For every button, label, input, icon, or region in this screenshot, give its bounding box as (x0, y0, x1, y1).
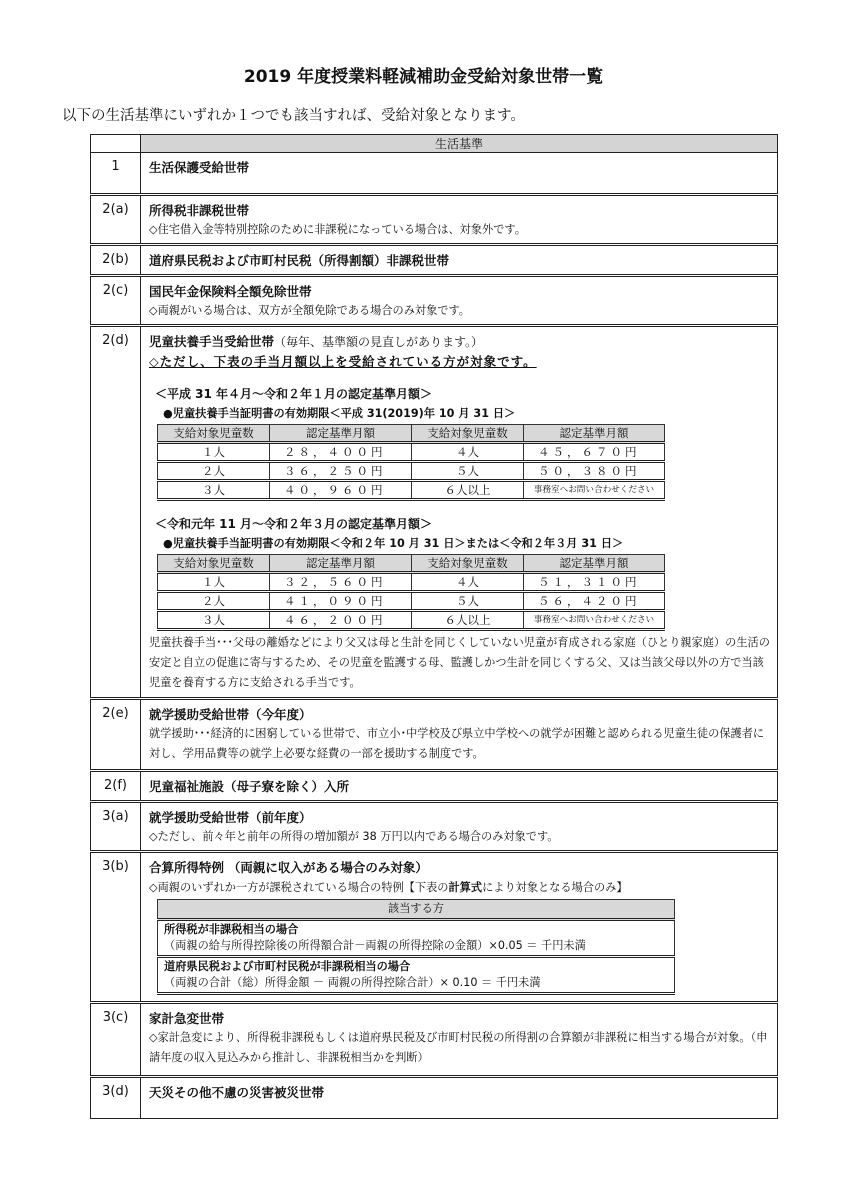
row-heading: 生活保護受給世帯 (149, 160, 250, 175)
row-number: 3(b) (91, 852, 141, 1003)
child-count: ３人 (158, 611, 270, 630)
child-count: ５人 (412, 462, 524, 481)
child-count: ６人以上 (412, 611, 524, 630)
row-number: 2(a) (91, 195, 141, 245)
monthly-amount: ３２，５６０円 (270, 573, 412, 592)
child-count: ２人 (158, 592, 270, 611)
column-header: 認定基準月額 (524, 555, 665, 573)
child-count: ５人 (412, 592, 524, 611)
definition-text: 児童扶養手当･･･父母の離婚などにより父又は母と生計を同じくしていない児童が育成される家庭（ひとり親家庭）の生活の安定と自立の促進に寄与するため、その児童を監護する母、監護しかつ生計を同じくする父、又は当該父母以外の方で当該児童を養育する方に支給される手当です。 (149, 636, 770, 689)
calc-header: 該当する方 (158, 900, 675, 920)
monthly-amount: ４０，９６０円 (270, 481, 412, 500)
calc-formula: （両親の給与所得控除後の所得額合計－両親の所得控除の金額）×0.05 ＝ 千円未満 (164, 939, 586, 952)
contact-office-note: 事務室へお問い合わせください (524, 611, 665, 630)
row-heading: 合算所得特例 (149, 860, 225, 875)
table-row (91, 276, 778, 326)
row-note: ◇ただし、前々年と前年の所得の増加額が 38 万円以内である場合のみ対象です。 (149, 830, 559, 843)
row-number: 3(c) (91, 1003, 141, 1077)
row-number: 2(d) (91, 326, 141, 699)
calc-formula: （両親の合計（総）所得金額 － 両親の所得控除合計）× 0.10 ＝ 千円未満 (164, 976, 541, 989)
monthly-amount: ３６，２５０円 (270, 462, 412, 481)
row-number: 2(b) (91, 245, 141, 276)
amount-table (157, 424, 665, 501)
table-row (91, 195, 778, 245)
intro-text: 以下の生活基準にいずれか１つでも該当すれば、受給対象となります。 (62, 108, 525, 124)
row-number: 2(f) (91, 771, 141, 802)
validity-note: ●児童扶養手当証明書の有効期限＜平成 31(2019)年 10 月 31 日＞ (163, 407, 516, 420)
row-heading: 天災その他不慮の災害被災世帯 (149, 1085, 325, 1100)
monthly-amount: ４６，２００円 (270, 611, 412, 630)
page-title: 2019 年度授業料軽減補助金受給対象世帯一覧 (243, 67, 604, 87)
child-count: ４人 (412, 573, 524, 592)
table-row (91, 153, 778, 195)
period-heading: ＜令和元年 11 月～令和２年３月の認定基準月額＞ (155, 517, 433, 531)
row-number: 2(e) (91, 699, 141, 771)
row-heading: 就学援助受給世帯（今年度） (149, 707, 312, 722)
column-header: 支給対象児童数 (412, 555, 524, 573)
monthly-amount: ５１，３１０円 (524, 573, 665, 592)
row-heading: 児童扶養手当受給世帯 (149, 334, 275, 349)
validity-note: ●児童扶養手当証明書の有効期限＜令和２年 10 月 31 日＞または＜令和２年３月 31 日＞ (163, 537, 624, 550)
row-note: 就学援助･･･経済的に困窮している世帯で、市立小･中学校及び県立中学校への就学が困難と認められる児童生徒の保護者に対し、学用品費等の就学上必要な経費の一部を援助する制度です。 (149, 727, 765, 760)
child-count: １人 (158, 443, 270, 462)
row-number: 2(c) (91, 276, 141, 326)
column-header: 支給対象児童数 (158, 555, 270, 573)
row-note: ◇両親のいずれか一方が課税されている場合の特例【下表の計算式により対象となる場合のみ】 (149, 881, 628, 894)
row-note: ◇両親がいる場合は、双方が全額免除である場合のみ対象です。 (149, 304, 470, 317)
amount-table (157, 554, 665, 631)
column-header: 認定基準月額 (270, 555, 412, 573)
table-row (91, 852, 778, 1003)
table-row (91, 771, 778, 802)
monthly-amount: ５０，３８０円 (524, 462, 665, 481)
monthly-amount: ４１，０９０円 (270, 592, 412, 611)
child-count: １人 (158, 573, 270, 592)
calculation-table (157, 899, 675, 995)
table-row (91, 326, 778, 699)
child-count: ３人 (158, 481, 270, 500)
child-count: ４人 (412, 443, 524, 462)
header-blank-cell (91, 135, 141, 153)
period-heading: ＜平成 31 年４月～令和２年１月の認定基準月額＞ (155, 387, 433, 401)
calc-title: 所得税が非課税相当の場合 (164, 923, 299, 936)
monthly-amount: ５６，４２０円 (524, 592, 665, 611)
monthly-amount: ２８，４００円 (270, 443, 412, 462)
row-heading: 児童福祉施設（母子寮を除く）入所 (149, 779, 350, 794)
row-heading-suffix: （両親に収入がある場合のみ対象） (227, 860, 428, 875)
row-heading: 就学援助受給世帯（前年度） (149, 810, 312, 825)
column-header: 認定基準月額 (524, 425, 665, 443)
table-row (91, 245, 778, 276)
table-header-row (91, 135, 778, 153)
row-number: 3(a) (91, 802, 141, 852)
table-header: 生活基準 (141, 135, 778, 153)
monthly-amount: ４５，６７０円 (524, 443, 665, 462)
row-heading: 所得税非課税世帯 (149, 203, 250, 218)
column-header: 支給対象児童数 (412, 425, 524, 443)
row-heading: 国民年金保険料全額免除世帯 (149, 284, 312, 299)
row-note: ◇家計急変により、所得税非課税もしくは道府県民税及び市町村民税の所得割の合算額が非課税に相当する場合が対象。（申請年度の収入見込みから推計し、非課税相当かを判断） (149, 1031, 768, 1064)
column-header: 支給対象児童数 (158, 425, 270, 443)
row-heading: 家計急変世帯 (149, 1011, 225, 1026)
row-heading: 道府県民税および市町村民税（所得割額）非課税世帯 (149, 253, 450, 268)
calc-title: 道府県民税および市町村民税が非課税相当の場合 (164, 960, 411, 973)
column-header: 認定基準月額 (270, 425, 412, 443)
row-number: 1 (91, 153, 141, 195)
table-row (91, 802, 778, 852)
table-row (91, 1003, 778, 1077)
row-number: 3(d) (91, 1077, 141, 1119)
table-row (91, 699, 778, 771)
contact-office-note: 事務室へお問い合わせください (524, 481, 665, 500)
row-note: ◇住宅借入金等特別控除のために非課税になっている場合は、対象外です。 (149, 223, 526, 236)
criteria-table (90, 134, 778, 1119)
row-heading-suffix: （毎年、基準額の見直しがあります。） (274, 335, 484, 349)
table-row (91, 1077, 778, 1119)
child-count: ６人以上 (412, 481, 524, 500)
row-condition: ◇ただし、下表の手当月額以上を受給されている方が対象です。 (149, 354, 537, 369)
child-count: ２人 (158, 462, 270, 481)
